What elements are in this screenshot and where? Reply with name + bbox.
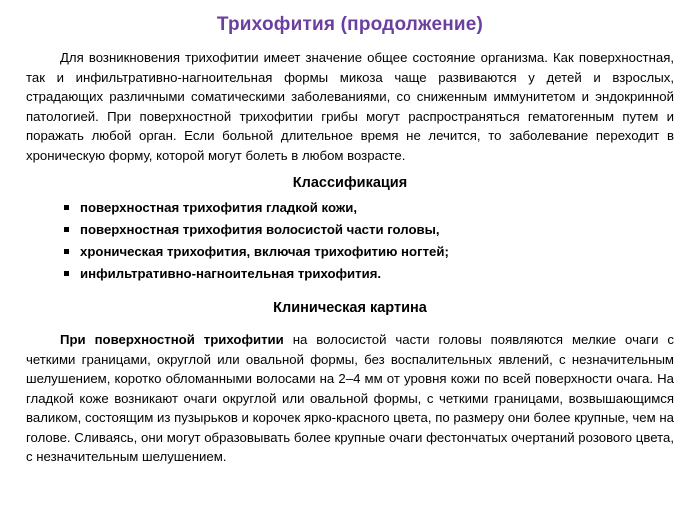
list-item: инфильтративно-нагноительная трихофития.: [64, 264, 674, 284]
classification-heading: Классификация: [292, 175, 408, 191]
clinical-paragraph: [26, 330, 674, 467]
list-item: поверхностная трихофития волосистой части головы,: [64, 220, 674, 240]
intro-paragraph-text: Для возникновения трихофитии имеет значение общее состояние организма. Как поверхностная, так и инфильтративно-нагноительная формы микоза чаще развиваются у детей и взрослых, страдающих различными соматическими заболеваниями, со сниженным иммунитетом и эндокринной патологией. При поверхностной трихофитии грибы могут распространяться гематогенным путем и поражать любой орган. Если больной длительное время не лечится, то заболевание переходит в хроническую форму, которой могут болеть в любом возрасте.: [26, 50, 674, 163]
intro-paragraph: [26, 48, 674, 165]
clinical-paragraph-text: на волосистой части головы появляются мелкие очаги с четкими границами, округлой или овальной формы, без воспалительных явлений, с незначительным шелушением, коротко обломанными волосами на 2–4 мм от уровня кожи по всей поверхности очага. На гладкой коже возникают очаги округлой или овальной формы, с четкими границами, возвышающимся валиком, состоящим из пузырьков и корочек ярко-красного цвета, по размеру они более крупные, чем на голове. Сливаясь, они могут образовывать более крупные очаги фестончатых очертаний розового цвета, с незначительным шелушением.: [26, 332, 674, 464]
list-item: поверхностная трихофития гладкой кожи,: [64, 198, 674, 218]
list-item: хроническая трихофития, включая трихофитию ногтей;: [64, 242, 674, 262]
clinical-heading: Клиническая картина: [273, 300, 427, 316]
classification-list: [26, 198, 674, 284]
clinical-lead-text: При поверхностной трихофитии: [60, 332, 284, 347]
page-title: Трихофития (продолжение): [216, 14, 484, 35]
